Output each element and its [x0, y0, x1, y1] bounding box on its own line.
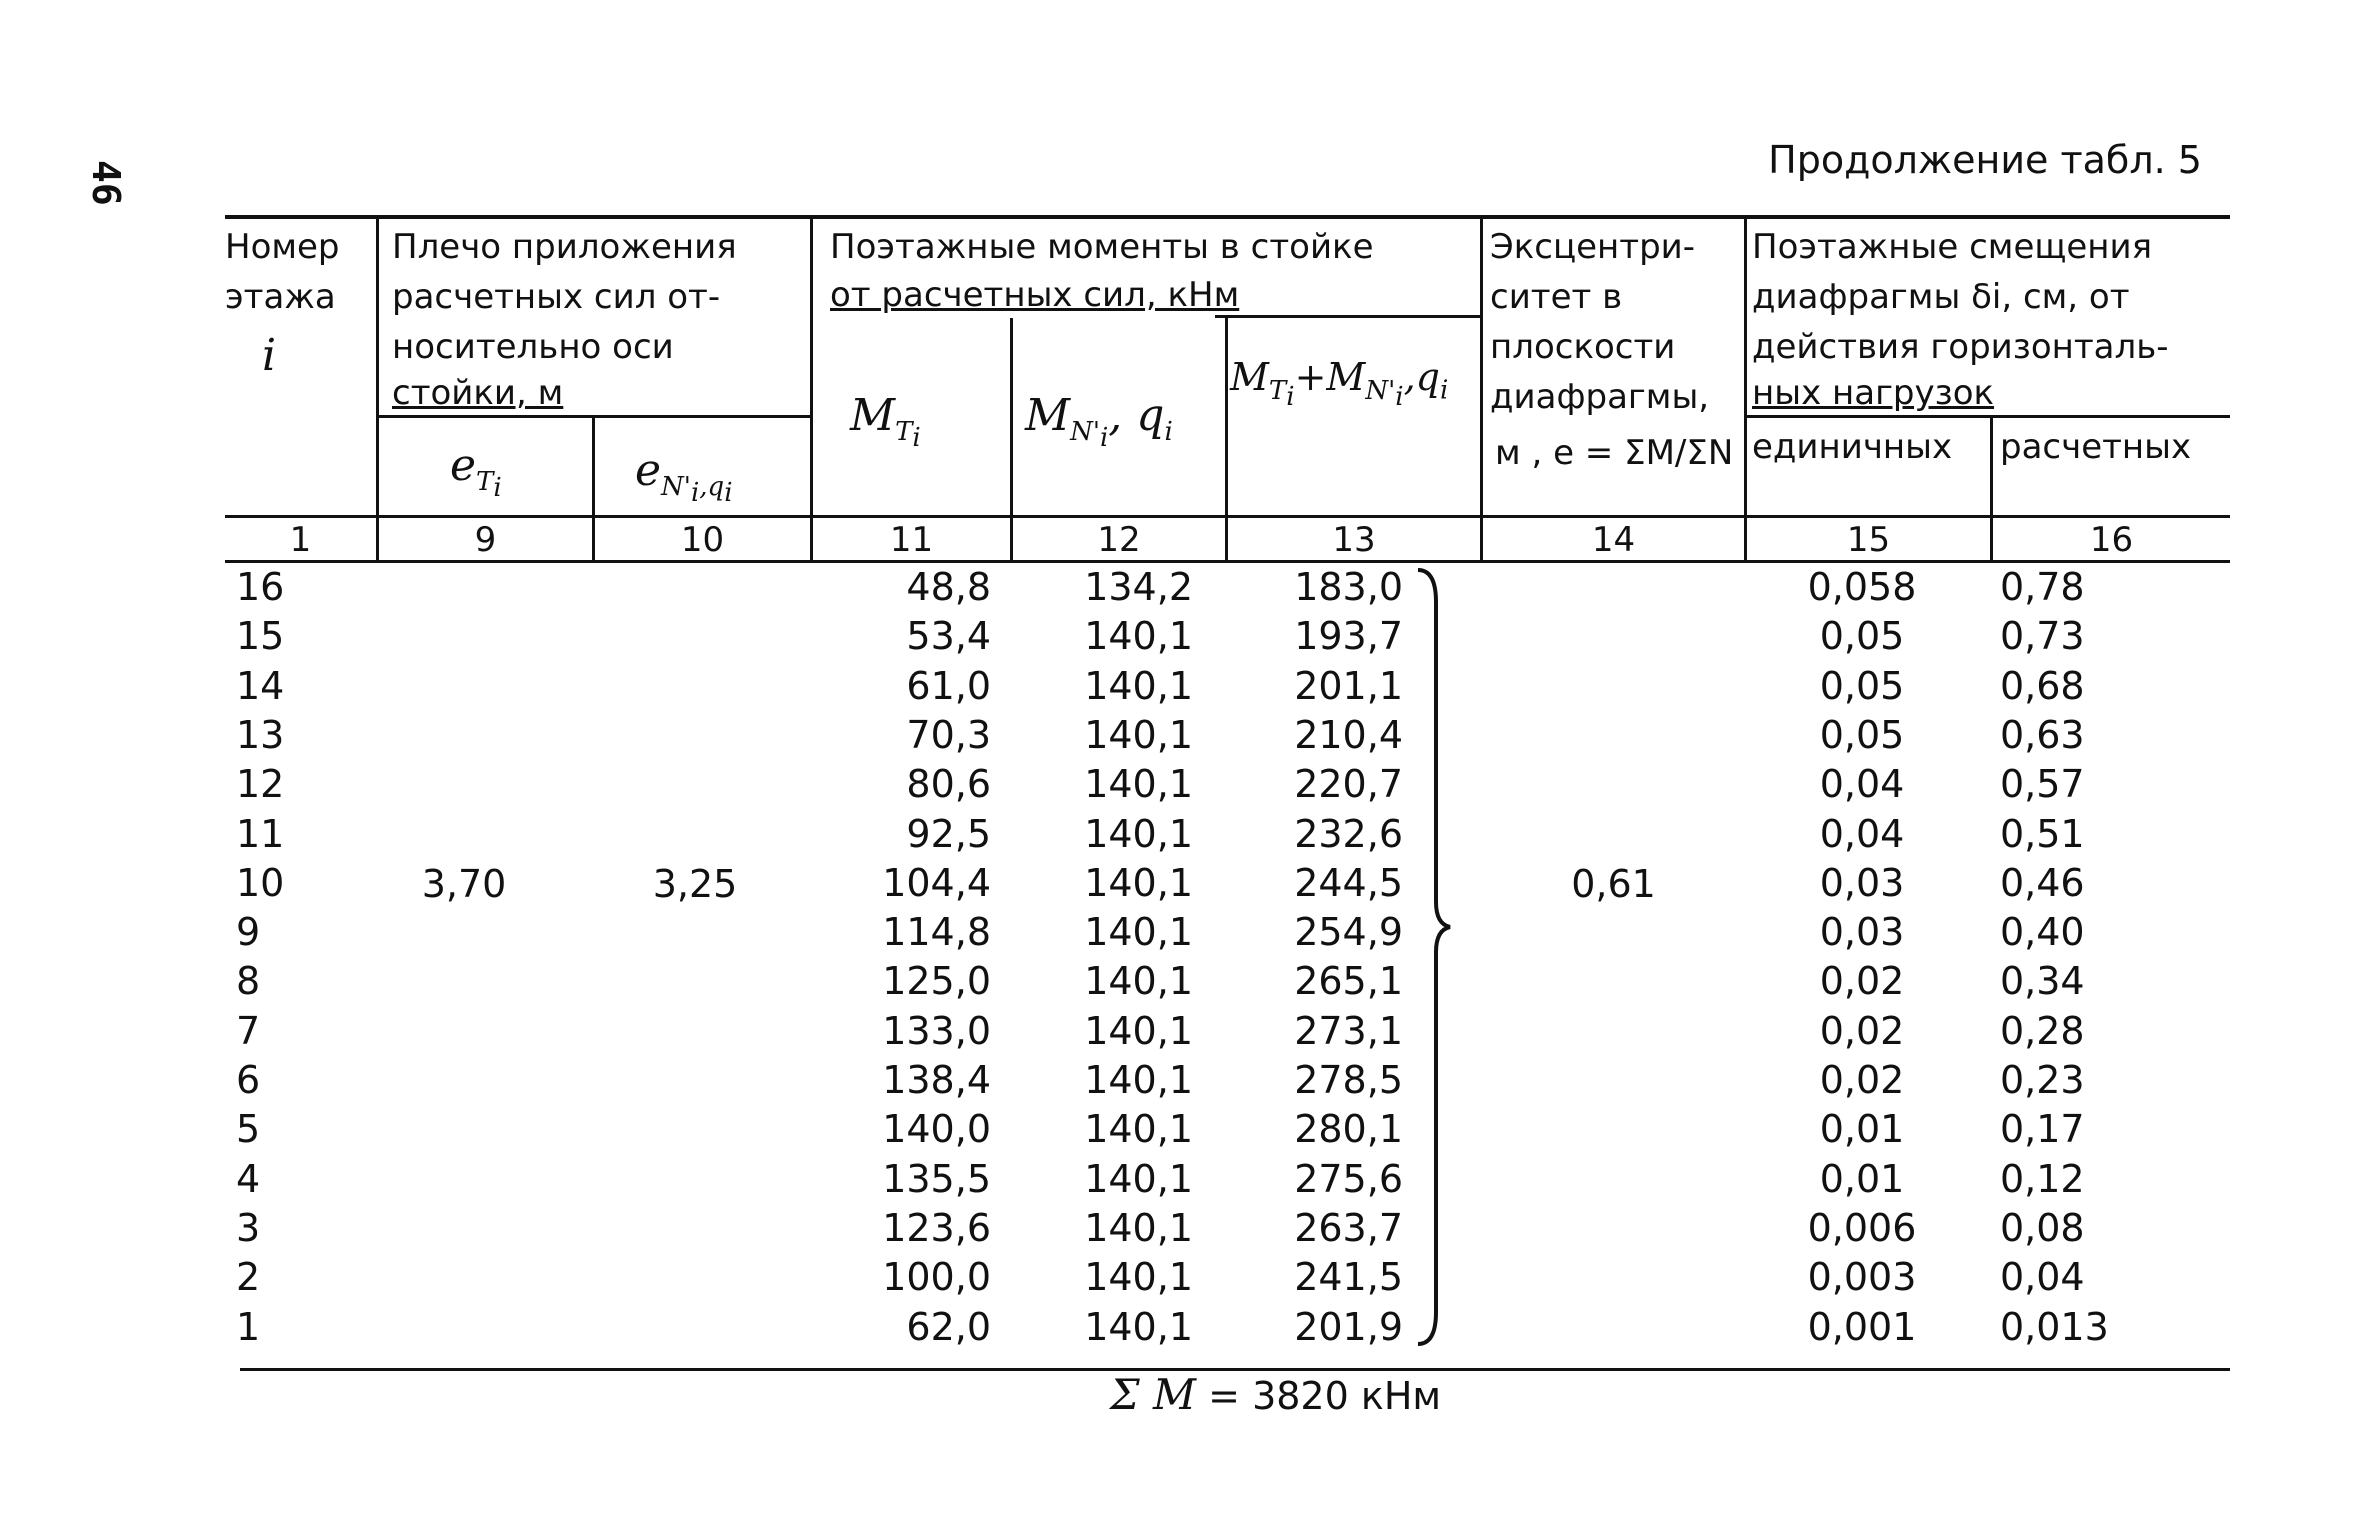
cell-floor: 15: [236, 614, 285, 659]
cell-calc: 0,73: [2000, 614, 2085, 659]
header-disp-line1: Поэтажные смещения: [1752, 227, 2153, 267]
sum-line: [1110, 1370, 1441, 1419]
header-ecc-line1: Эксцентри-: [1490, 227, 1696, 267]
cell-calc: 0,34: [2000, 959, 2085, 1004]
cell-mn: 140,1: [1084, 1304, 1193, 1349]
header-disp-line4: ных нагрузок: [1752, 373, 1995, 413]
header-disp-sub2: расчетных: [2000, 427, 2192, 467]
cell-floor: 3: [236, 1205, 261, 1250]
cell-sum: 183,0: [1294, 565, 1403, 609]
cell-mn: 140,1: [1084, 860, 1193, 905]
cell-floor: 2: [236, 1255, 261, 1300]
cell-floor: 8: [236, 959, 261, 1004]
header-ecc-line3: плоскости: [1490, 327, 1676, 367]
cell-floor: 12: [236, 762, 285, 807]
cell-mt: 53,4: [906, 614, 991, 659]
cell-mt: 140,0: [882, 1107, 991, 1152]
colnum-13: 13: [1332, 520, 1376, 560]
cell-unit: 0,05: [1819, 663, 1905, 708]
header-arm-line3: носительно оси: [392, 327, 674, 367]
cell-unit: 0,02: [1819, 1008, 1905, 1053]
header-arm-en: $e_{N'_i,q_i}$: [635, 445, 733, 508]
header-ecc-line2: ситет в: [1490, 277, 1623, 317]
sum-text: = 3820 кНм: [1208, 1374, 1442, 1418]
header-moment-sum: $M_{T_i}+M_{N'_i},q_i$: [1230, 355, 1449, 412]
cell-floor: 10: [236, 860, 285, 905]
cell-mt: 114,8: [882, 910, 991, 955]
cell-unit: 0,05: [1819, 614, 1905, 659]
cell-unit: 0,058: [1807, 565, 1917, 609]
cell-unit: 0,001: [1807, 1304, 1917, 1349]
cell-sum: 278,5: [1294, 1058, 1403, 1102]
cell-calc: 0,57: [2000, 762, 2085, 807]
cell-floor: 7: [236, 1008, 261, 1053]
colnum-1: 1: [289, 520, 312, 560]
cell-unit: 0,03: [1819, 910, 1905, 955]
cell-mt: 125,0: [882, 959, 991, 1004]
cell-unit: 0,006: [1807, 1205, 1917, 1250]
cell-mt: 61,0: [906, 663, 991, 708]
cell-unit: 0,02: [1819, 1058, 1905, 1102]
cell-floor: 13: [236, 712, 285, 757]
cell-sum: 244,5: [1294, 860, 1403, 905]
cell-sum: 275,6: [1294, 1156, 1403, 1201]
cell-mn: 140,1: [1084, 811, 1193, 856]
merged-e-n: 3,25: [652, 862, 738, 906]
cell-calc: 0,78: [2000, 565, 2085, 609]
header-ecc-line4: диафрагмы,: [1490, 377, 1710, 417]
cell-mt: 62,0: [906, 1304, 991, 1349]
merged-e-t: 3,70: [421, 862, 507, 906]
header-arm-et: $e_{T_i}$: [450, 440, 502, 503]
cell-mt: 70,3: [906, 712, 991, 757]
cell-mt: 104,4: [882, 860, 991, 905]
header-moment-mt: $M_{T_i}$: [850, 390, 921, 453]
cell-calc: 0,08: [2000, 1205, 2085, 1250]
header-floor-line2: этажа: [225, 277, 336, 317]
cell-mt: 123,6: [882, 1205, 991, 1250]
cell-mn: 140,1: [1084, 762, 1193, 807]
cell-mt: 48,8: [906, 565, 991, 609]
cell-calc: 0,013: [2000, 1304, 2109, 1349]
cell-floor: 4: [236, 1156, 261, 1201]
cell-mn: 140,1: [1084, 1156, 1193, 1201]
cell-floor: 14: [236, 663, 285, 708]
cell-unit: 0,003: [1807, 1255, 1917, 1300]
cell-mn: 140,1: [1084, 959, 1193, 1004]
cell-mn: 140,1: [1084, 614, 1193, 659]
cell-mn: 140,1: [1084, 910, 1193, 955]
colnum-10: 10: [680, 520, 725, 560]
cell-unit: 0,04: [1819, 762, 1905, 807]
cell-floor: 6: [236, 1058, 261, 1102]
cell-mt: 80,6: [906, 762, 991, 807]
colnum-11: 11: [889, 520, 934, 560]
cell-floor: 9: [236, 910, 261, 955]
cell-calc: 0,46: [2000, 860, 2085, 905]
colnum-9: 9: [474, 520, 497, 560]
cell-calc: 0,23: [2000, 1058, 2085, 1102]
cell-unit: 0,02: [1819, 959, 1905, 1004]
merged-eccentricity: 0,61: [1571, 862, 1656, 906]
header-moments-line1: Поэтажные моменты в стойке: [830, 227, 1374, 267]
cell-calc: 0,63: [2000, 712, 2085, 757]
cell-mt: 133,0: [882, 1008, 991, 1053]
cell-mn: 140,1: [1084, 1255, 1193, 1300]
cell-sum: 201,9: [1294, 1304, 1403, 1349]
cell-sum: 273,1: [1294, 1008, 1403, 1053]
cell-floor: 1: [236, 1304, 261, 1349]
cell-sum: 241,5: [1294, 1255, 1403, 1300]
cell-unit: 0,01: [1819, 1156, 1905, 1201]
cell-calc: 0,40: [2000, 910, 2085, 955]
header-arm-line2: расчетных сил от-: [392, 277, 721, 317]
cell-unit: 0,03: [1819, 860, 1905, 905]
cell-mn: 140,1: [1084, 1008, 1193, 1053]
cell-floor: 16: [236, 565, 285, 609]
cell-floor: 11: [236, 811, 285, 856]
header-disp-line3: действия горизонталь-: [1752, 327, 2169, 367]
cell-mn: 140,1: [1084, 1058, 1193, 1102]
cell-sum: 263,7: [1294, 1205, 1403, 1250]
cell-sum: 220,7: [1294, 762, 1403, 807]
colnum-12: 12: [1097, 520, 1141, 560]
cell-calc: 0,04: [2000, 1255, 2085, 1300]
cell-calc: 0,51: [2000, 811, 2085, 856]
cell-mn: 140,1: [1084, 663, 1193, 708]
cell-mn: 140,1: [1084, 1205, 1193, 1250]
cell-calc: 0,28: [2000, 1008, 2085, 1053]
colnum-16: 16: [2089, 520, 2134, 560]
colnum-15: 15: [1846, 520, 1891, 560]
cell-sum: 280,1: [1294, 1107, 1403, 1152]
header-floor-line1: Номер: [225, 227, 340, 267]
header-disp-line2: диафрагмы δi, см, от: [1752, 277, 2130, 317]
header-ecc-line5: м , e = ΣM/ΣN: [1495, 433, 1734, 473]
header-moment-mn: $M_{N'_i}$, $q_i$: [1025, 390, 1173, 453]
sum-symbol: Σ M: [1110, 1370, 1197, 1419]
cell-mt: 135,5: [882, 1156, 991, 1201]
cell-mn: 140,1: [1084, 712, 1193, 757]
header-disp-sub1: единичных: [1752, 427, 1953, 467]
cell-calc: 0,68: [2000, 663, 2085, 708]
cell-calc: 0,17: [2000, 1107, 2085, 1152]
cell-unit: 0,04: [1819, 811, 1905, 856]
cell-calc: 0,12: [2000, 1156, 2085, 1201]
cell-mn: 134,2: [1084, 565, 1193, 609]
header-floor-symbol: i: [262, 330, 277, 381]
cell-mt: 100,0: [882, 1255, 991, 1300]
cell-sum: 265,1: [1294, 959, 1403, 1004]
page-number: 46: [84, 160, 128, 206]
cell-unit: 0,05: [1819, 712, 1905, 757]
header-arm-line1: Плечо приложения: [392, 227, 737, 267]
cell-mt: 138,4: [882, 1058, 991, 1102]
cell-mn: 140,1: [1084, 1107, 1193, 1152]
cell-sum: 232,6: [1294, 811, 1403, 856]
header-arm-line4: стойки, м: [392, 373, 564, 413]
cell-sum: 210,4: [1294, 712, 1403, 757]
table-caption: Продолжение табл. 5: [1768, 138, 2202, 182]
colnum-14: 14: [1591, 520, 1636, 560]
brace-icon: [1400, 562, 1460, 1352]
cell-sum: 193,7: [1294, 614, 1403, 659]
cell-mt: 92,5: [906, 811, 991, 856]
cell-sum: 254,9: [1294, 910, 1403, 955]
cell-unit: 0,01: [1819, 1107, 1905, 1152]
cell-sum: 201,1: [1294, 663, 1403, 708]
header-moments-line2: от расчетных сил, кНм: [830, 275, 1240, 315]
cell-floor: 5: [236, 1107, 261, 1152]
